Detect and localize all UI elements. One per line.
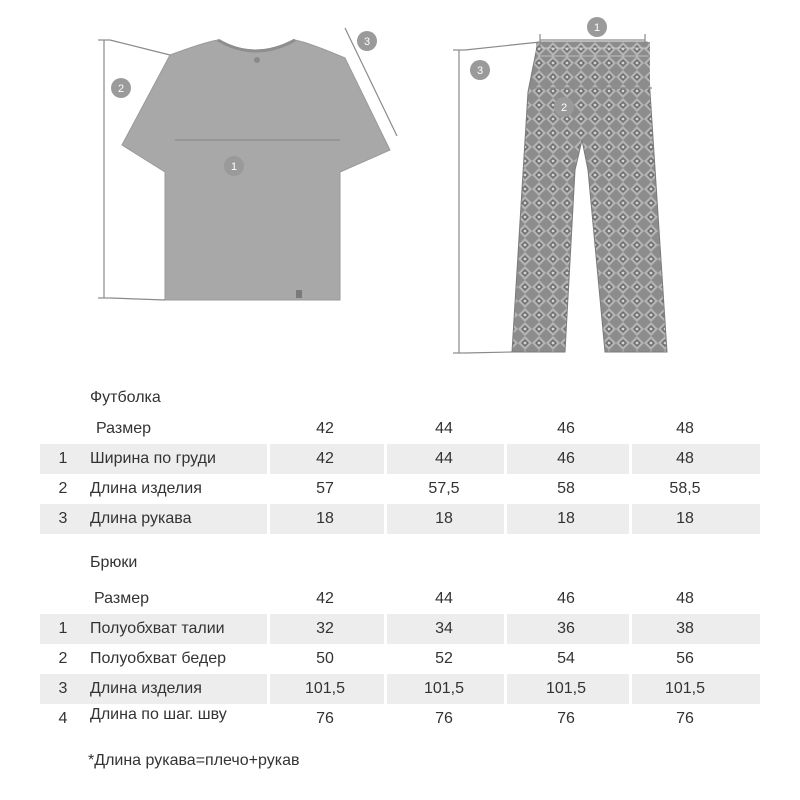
row-value: 44: [435, 450, 453, 467]
table-row: [40, 504, 760, 534]
size-header-value: 44: [435, 590, 453, 607]
row-number: 1: [58, 450, 68, 467]
svg-text:3: 3: [476, 65, 484, 77]
row-value: 76: [316, 710, 334, 727]
size-header-value: 46: [557, 420, 575, 437]
row-value: 56: [676, 650, 694, 667]
row-label: Ширина по груди: [90, 450, 216, 467]
row-value: 101,5: [545, 680, 587, 697]
table-row: [40, 644, 760, 674]
row-value: 42: [316, 450, 334, 467]
svg-text:2: 2: [560, 102, 568, 114]
svg-text:3: 3: [363, 36, 371, 48]
row-label: Длина рукава: [90, 510, 192, 527]
row-value: 76: [557, 710, 575, 727]
row-value: 48: [676, 450, 694, 467]
tshirt-badge-2: [111, 78, 131, 98]
size-header-value: 44: [435, 420, 453, 437]
svg-text:1: 1: [230, 161, 238, 173]
tshirt-badge-1: [224, 156, 244, 176]
pants-badge-1: [587, 17, 607, 37]
row-value: 18: [316, 510, 334, 527]
row-value: 50: [316, 650, 334, 667]
row-value: 101,5: [664, 680, 706, 697]
row-value: 57,5: [428, 480, 460, 497]
garment-illustration: [0, 0, 800, 370]
row-value: 76: [676, 710, 694, 727]
row-number: 2: [58, 650, 68, 667]
table-row: [40, 444, 760, 474]
row-number: 4: [58, 710, 68, 727]
tshirt-section-title: Футболка: [90, 389, 161, 406]
row-value: 46: [557, 450, 575, 467]
row-number: 1: [58, 620, 68, 637]
tshirt-badge-3: [357, 31, 377, 51]
size-header-value: 48: [676, 420, 694, 437]
footnote: *Длина рукава=плечо+рукав: [88, 752, 300, 769]
row-value: 36: [557, 620, 575, 637]
row-value: 18: [435, 510, 453, 527]
row-number: 2: [58, 480, 68, 497]
row-label: Полуобхват талии: [90, 620, 225, 637]
row-value: 76: [435, 710, 453, 727]
size-header-value: 48: [676, 590, 694, 607]
pants-badge-2: [554, 97, 574, 117]
table-row: [40, 614, 760, 644]
row-number: 3: [58, 510, 68, 527]
table-row: [40, 704, 760, 734]
pants-badge-3: [470, 60, 490, 80]
row-value: 57: [316, 480, 334, 497]
svg-text:2: 2: [117, 83, 125, 95]
pants-section-title: Брюки: [90, 554, 138, 571]
row-value: 54: [557, 650, 575, 667]
row-value: 52: [435, 650, 453, 667]
row-value: 38: [676, 620, 694, 637]
row-label: Длина по шаг. шву: [90, 706, 227, 723]
row-value: 34: [435, 620, 453, 637]
pants-size-table: [40, 584, 760, 734]
row-value: 58: [557, 480, 575, 497]
row-number: 3: [58, 680, 68, 697]
svg-text:1: 1: [593, 22, 601, 34]
row-value: 18: [676, 510, 694, 527]
size-header-label: Размер: [94, 590, 149, 607]
size-header-value: 42: [316, 420, 334, 437]
row-value: 58,5: [669, 480, 701, 497]
row-value: 32: [316, 620, 334, 637]
size-header-label: Размер: [96, 420, 151, 437]
size-header-value: 46: [557, 590, 575, 607]
row-label: Полуобхват бедер: [90, 650, 227, 667]
row-value: 101,5: [304, 680, 346, 697]
row-value: 18: [557, 510, 575, 527]
row-value: 101,5: [423, 680, 465, 697]
tshirt-header-row: [40, 414, 760, 444]
row-label: Длина изделия: [90, 680, 202, 697]
tshirt-image: [122, 40, 390, 300]
tshirt-size-table: [40, 414, 760, 534]
table-row: [40, 474, 760, 504]
pants-header-row: [40, 584, 760, 614]
size-header-value: 42: [316, 590, 334, 607]
row-label: Длина изделия: [90, 480, 202, 497]
